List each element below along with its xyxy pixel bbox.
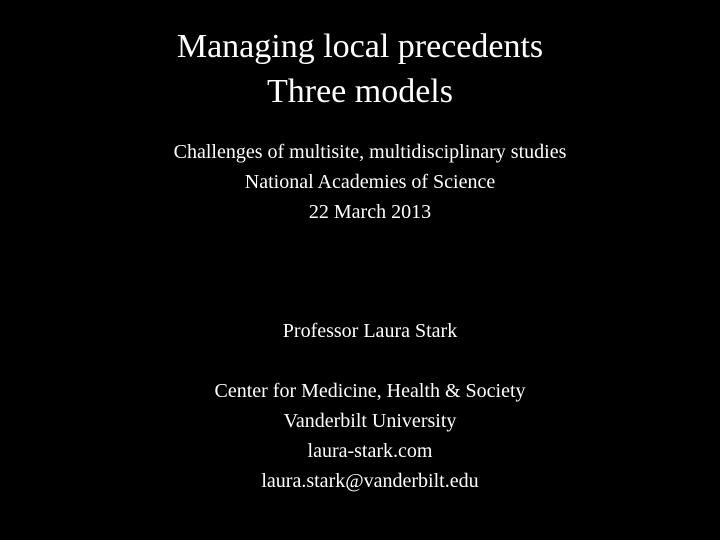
affiliation <box>0 376 720 496</box>
presenter-name: Professor Laura Stark <box>282 320 458 342</box>
event-line-venue: National Academies of Science <box>244 171 496 193</box>
title-line-1: Managing local precedents <box>176 28 544 65</box>
event-info <box>0 137 720 227</box>
slide-title <box>0 24 720 114</box>
event-line-date: 22 March 2013 <box>308 201 432 223</box>
affiliation-website: laura-stark.com <box>307 440 433 462</box>
event-line-topic: Challenges of multisite, multidisciplinary studies <box>173 141 567 163</box>
affiliation-email: laura.stark@vanderbilt.edu <box>261 470 479 492</box>
affiliation-center: Center for Medicine, Health & Society <box>214 380 526 402</box>
affiliation-university: Vanderbilt University <box>283 410 457 432</box>
title-line-2: Three models <box>267 73 453 110</box>
